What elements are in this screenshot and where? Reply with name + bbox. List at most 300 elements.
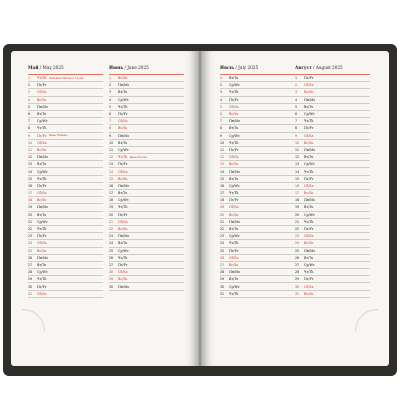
day-row bbox=[295, 248, 370, 255]
weekday-label: Вт/Tu bbox=[304, 205, 314, 210]
day-number: 14 bbox=[295, 169, 300, 174]
weekday-label: Вс/Su bbox=[229, 212, 239, 217]
day-number: 5 bbox=[220, 104, 223, 109]
day-number: 7 bbox=[109, 119, 112, 124]
day-number: 1 bbox=[28, 76, 31, 81]
weekday-label: Сб/Sa bbox=[229, 255, 239, 260]
day-row bbox=[109, 89, 184, 96]
day-row bbox=[295, 212, 370, 219]
weekday-label: Вс/Su bbox=[304, 241, 314, 246]
day-row bbox=[109, 111, 184, 118]
day-number: 21 bbox=[109, 219, 114, 224]
weekday-label: Пт/Fr bbox=[37, 284, 47, 289]
day-number: 15 bbox=[295, 176, 300, 181]
day-row bbox=[109, 118, 184, 125]
day-number: 29 bbox=[295, 277, 300, 282]
day-row bbox=[295, 140, 370, 147]
weekday-label: Пт/Fr bbox=[118, 262, 128, 267]
day-number: 22 bbox=[28, 227, 33, 232]
day-number: 3 bbox=[109, 90, 112, 95]
weekday-label: Вс/Su bbox=[229, 112, 239, 117]
day-row bbox=[220, 104, 295, 111]
weekday-label: Чт/Th bbox=[37, 176, 47, 181]
weekday-label: Ср/We bbox=[229, 83, 240, 88]
weekday-label: Чт/Th bbox=[229, 241, 239, 246]
weekday-label: Чт/Th bbox=[118, 255, 128, 260]
day-number: 10 bbox=[295, 140, 300, 145]
day-row bbox=[295, 233, 370, 240]
day-number: 11 bbox=[295, 147, 300, 152]
day-number: 11 bbox=[28, 147, 33, 152]
weekday-label: Пт/Fr bbox=[304, 126, 314, 131]
day-number: 3 bbox=[220, 90, 223, 95]
day-number: 1 bbox=[109, 76, 112, 81]
day-number: 26 bbox=[109, 255, 114, 260]
day-row bbox=[109, 219, 184, 226]
day-row bbox=[295, 104, 370, 111]
weekday-label: Сб/Sa bbox=[37, 140, 47, 145]
weekday-label: Вс/Su bbox=[37, 248, 47, 253]
weekday-label: Пн/Mo bbox=[229, 270, 241, 275]
day-number: 10 bbox=[28, 140, 33, 145]
day-row bbox=[220, 133, 295, 140]
weekday-label: Пн/Mo bbox=[304, 147, 316, 152]
day-number: 18 bbox=[28, 198, 33, 203]
day-number: 17 bbox=[109, 191, 114, 196]
weekday-label: Сб/Sa bbox=[304, 83, 314, 88]
day-number: 19 bbox=[295, 205, 300, 210]
day-row bbox=[220, 89, 295, 96]
weekday-label: Ср/We bbox=[37, 219, 48, 224]
month-july bbox=[220, 64, 295, 298]
day-number: 24 bbox=[295, 241, 300, 246]
weekday-label: Вт/Tu bbox=[37, 162, 47, 167]
month-august bbox=[295, 64, 370, 298]
day-number: 2 bbox=[109, 83, 112, 88]
page-corner-mark bbox=[22, 309, 45, 332]
day-row bbox=[295, 125, 370, 132]
day-number: 23 bbox=[295, 234, 300, 239]
holiday-note: Праздник Весны и Труда bbox=[49, 76, 84, 80]
day-row bbox=[28, 219, 103, 226]
weekday-label: Вт/Tu bbox=[118, 90, 128, 95]
weekday-label: Сб/Sa bbox=[229, 205, 239, 210]
day-number: 31 bbox=[220, 291, 225, 296]
day-list bbox=[109, 75, 184, 291]
day-row bbox=[295, 204, 370, 211]
day-row bbox=[220, 140, 295, 147]
day-row bbox=[28, 104, 103, 111]
day-number: 3 bbox=[28, 90, 31, 95]
day-row bbox=[295, 161, 370, 168]
day-row bbox=[295, 240, 370, 247]
weekday-label: Вт/Tu bbox=[118, 241, 128, 246]
day-row bbox=[28, 111, 103, 118]
weekday-label: Чт/Th bbox=[118, 104, 128, 109]
day-row bbox=[295, 168, 370, 175]
weekday-label: Пт/Fr bbox=[304, 227, 314, 232]
day-row bbox=[220, 190, 295, 197]
weekday-label: Вт/Tu bbox=[229, 76, 239, 81]
day-row bbox=[28, 269, 103, 276]
day-row bbox=[109, 75, 184, 82]
weekday-label: Вт/Tu bbox=[229, 277, 239, 282]
day-number: 19 bbox=[220, 205, 225, 210]
day-number: 26 bbox=[295, 255, 300, 260]
day-number: 2 bbox=[28, 83, 31, 88]
day-number: 28 bbox=[28, 270, 33, 275]
day-row bbox=[109, 212, 184, 219]
day-number: 12 bbox=[28, 155, 33, 160]
day-row bbox=[28, 161, 103, 168]
day-row bbox=[295, 118, 370, 125]
day-number: 28 bbox=[220, 270, 225, 275]
day-row bbox=[295, 89, 370, 96]
day-number: 31 bbox=[295, 291, 300, 296]
day-row bbox=[220, 212, 295, 219]
day-number: 31 bbox=[28, 291, 33, 296]
weekday-label: Вс/Su bbox=[304, 291, 314, 296]
weekday-label: Пт/Fr bbox=[229, 248, 239, 253]
weekday-label: Пт/Fr bbox=[37, 234, 47, 239]
weekday-label: Пн/Mo bbox=[118, 284, 130, 289]
weekday-label: Пн/Mo bbox=[37, 255, 49, 260]
day-number: 16 bbox=[220, 183, 225, 188]
day-number: 4 bbox=[295, 97, 298, 102]
day-number: 18 bbox=[109, 198, 114, 203]
day-number: 8 bbox=[220, 126, 223, 131]
day-row bbox=[109, 269, 184, 276]
weekday-label: Вт/Tu bbox=[118, 191, 128, 196]
weekday-label: Пн/Mo bbox=[229, 169, 241, 174]
day-row bbox=[28, 204, 103, 211]
day-number: 16 bbox=[295, 183, 300, 188]
day-row bbox=[28, 197, 103, 204]
day-number: 13 bbox=[220, 162, 225, 167]
weekday-label: Ср/We bbox=[118, 248, 129, 253]
day-number: 23 bbox=[109, 234, 114, 239]
weekday-label: Вт/Tu bbox=[229, 227, 239, 232]
day-number: 23 bbox=[28, 234, 33, 239]
day-row bbox=[28, 75, 103, 82]
day-row bbox=[295, 276, 370, 283]
day-number: 1 bbox=[220, 76, 223, 81]
month-header: Июнь / June 2025 bbox=[109, 64, 184, 75]
weekday-label: Вс/Su bbox=[37, 198, 47, 203]
weekday-label: Вс/Su bbox=[118, 76, 128, 81]
weekday-label: Ср/We bbox=[118, 147, 129, 152]
day-row bbox=[295, 133, 370, 140]
day-number: 28 bbox=[295, 270, 300, 275]
weekday-label: Вт/Tu bbox=[118, 140, 128, 145]
day-row bbox=[109, 283, 184, 290]
weekday-label: Пт/Fr bbox=[229, 147, 239, 152]
weekday-label: Пн/Mo bbox=[229, 219, 241, 224]
weekday-label: Вс/Su bbox=[37, 97, 47, 102]
weekday-label: Сб/Sa bbox=[118, 169, 128, 174]
weekday-label: Сб/Sa bbox=[37, 90, 47, 95]
day-number: 17 bbox=[28, 191, 33, 196]
day-number: 9 bbox=[220, 133, 223, 138]
day-list bbox=[220, 75, 295, 298]
day-row bbox=[109, 147, 184, 154]
weekday-label: Пн/Mo bbox=[37, 205, 49, 210]
day-number: 6 bbox=[220, 112, 223, 117]
day-row bbox=[28, 190, 103, 197]
day-number: 7 bbox=[28, 119, 31, 124]
weekday-label: Вт/Tu bbox=[37, 112, 47, 117]
day-number: 26 bbox=[28, 255, 33, 260]
day-number: 27 bbox=[28, 262, 33, 267]
day-row bbox=[220, 283, 295, 290]
day-number: 29 bbox=[220, 277, 225, 282]
day-row bbox=[220, 226, 295, 233]
weekday-label: Ср/We bbox=[37, 119, 48, 124]
day-row bbox=[28, 212, 103, 219]
month-june bbox=[109, 64, 184, 291]
day-row bbox=[28, 97, 103, 104]
day-row bbox=[28, 154, 103, 161]
weekday-label: Ср/We bbox=[304, 262, 315, 267]
weekday-label: Ср/We bbox=[304, 112, 315, 117]
day-row bbox=[220, 118, 295, 125]
weekday-label: Сб/Sa bbox=[118, 119, 128, 124]
day-number: 14 bbox=[28, 169, 33, 174]
weekday-label: Чт/Th bbox=[37, 277, 47, 282]
weekday-label: Чт/Th bbox=[304, 119, 314, 124]
day-number: 11 bbox=[220, 147, 225, 152]
day-number: 18 bbox=[220, 198, 225, 203]
day-row bbox=[109, 176, 184, 183]
weekday-label: Ср/We bbox=[229, 133, 240, 138]
weekday-label: Ср/We bbox=[118, 198, 129, 203]
weekday-label: Пн/Mo bbox=[304, 198, 316, 203]
right-page bbox=[203, 51, 389, 366]
day-row bbox=[109, 82, 184, 89]
weekday-label: Сб/Sa bbox=[304, 234, 314, 239]
day-row bbox=[220, 262, 295, 269]
day-row bbox=[109, 190, 184, 197]
day-number: 24 bbox=[109, 241, 114, 246]
day-row bbox=[295, 147, 370, 154]
weekday-label: Вс/Su bbox=[229, 262, 239, 267]
day-row bbox=[220, 161, 295, 168]
day-number: 13 bbox=[109, 162, 114, 167]
day-row bbox=[109, 197, 184, 204]
weekday-label: Пт/Fr bbox=[37, 133, 47, 138]
month-header: Май / May 2025 bbox=[28, 64, 103, 75]
day-list bbox=[28, 75, 103, 298]
month-may bbox=[28, 64, 103, 298]
day-number: 29 bbox=[28, 277, 33, 282]
day-row bbox=[220, 147, 295, 154]
weekday-label: Пт/Fr bbox=[118, 212, 128, 217]
weekday-label: Вт/Tu bbox=[304, 155, 314, 160]
day-number: 10 bbox=[109, 140, 114, 145]
day-number: 30 bbox=[109, 284, 114, 289]
day-row bbox=[295, 190, 370, 197]
weekday-label: Чт/Th bbox=[304, 219, 314, 224]
day-number: 8 bbox=[109, 126, 112, 131]
day-number: 5 bbox=[295, 104, 298, 109]
weekday-label: Чт/Th bbox=[229, 291, 239, 296]
weekday-label: Сб/Sa bbox=[229, 155, 239, 160]
weekday-label: Ср/We bbox=[118, 97, 129, 102]
day-row bbox=[220, 75, 295, 82]
day-number: 15 bbox=[220, 176, 225, 181]
day-number: 12 bbox=[109, 155, 114, 160]
day-number: 22 bbox=[295, 227, 300, 232]
day-row bbox=[28, 226, 103, 233]
weekday-label: Чт/Th bbox=[229, 90, 239, 95]
weekday-label: Ср/We bbox=[304, 162, 315, 167]
weekday-label: Пт/Fr bbox=[229, 198, 239, 203]
day-row bbox=[109, 255, 184, 262]
day-row bbox=[295, 283, 370, 290]
day-row bbox=[109, 133, 184, 140]
day-number: 9 bbox=[295, 133, 298, 138]
day-number: 15 bbox=[109, 176, 114, 181]
day-number: 1 bbox=[295, 76, 298, 81]
day-number: 29 bbox=[109, 277, 114, 282]
day-number: 24 bbox=[28, 241, 33, 246]
day-number: 20 bbox=[295, 212, 300, 217]
day-row bbox=[220, 197, 295, 204]
day-number: 4 bbox=[28, 97, 31, 102]
weekday-label: Пн/Mo bbox=[118, 183, 130, 188]
weekday-label: Чт/Th bbox=[118, 155, 128, 160]
weekday-label: Ср/We bbox=[37, 169, 48, 174]
day-number: 27 bbox=[109, 262, 114, 267]
weekday-label: Вс/Su bbox=[229, 162, 239, 167]
day-row bbox=[28, 240, 103, 247]
day-row bbox=[295, 219, 370, 226]
day-number: 20 bbox=[109, 212, 114, 217]
day-row bbox=[28, 118, 103, 125]
day-number: 7 bbox=[220, 119, 223, 124]
weekday-label: Сб/Sa bbox=[229, 104, 239, 109]
weekday-label: Чт/Th bbox=[37, 227, 47, 232]
day-number: 11 bbox=[109, 147, 114, 152]
day-row bbox=[109, 161, 184, 168]
day-row bbox=[220, 219, 295, 226]
weekday-label: Чт/Th bbox=[304, 270, 314, 275]
day-row bbox=[220, 154, 295, 161]
day-row bbox=[220, 82, 295, 89]
day-row bbox=[28, 183, 103, 190]
weekday-label: Чт/Th bbox=[304, 169, 314, 174]
weekday-label: Чт/Th bbox=[118, 205, 128, 210]
weekday-label: Вс/Su bbox=[118, 227, 128, 232]
day-row bbox=[28, 82, 103, 89]
day-row bbox=[220, 255, 295, 262]
day-row bbox=[109, 248, 184, 255]
day-list bbox=[295, 75, 370, 298]
day-row bbox=[28, 168, 103, 175]
weekday-label: Пт/Fr bbox=[304, 76, 314, 81]
weekday-label: Пн/Mo bbox=[118, 83, 130, 88]
weekday-label: Вт/Tu bbox=[304, 255, 314, 260]
day-number: 19 bbox=[28, 205, 33, 210]
day-row bbox=[220, 204, 295, 211]
day-row bbox=[28, 276, 103, 283]
day-number: 18 bbox=[295, 198, 300, 203]
holiday-note: День Победы bbox=[49, 134, 68, 138]
day-row bbox=[109, 240, 184, 247]
day-row bbox=[109, 262, 184, 269]
day-row bbox=[295, 111, 370, 118]
day-row bbox=[109, 233, 184, 240]
day-row bbox=[295, 291, 370, 298]
weekday-label: Пт/Fr bbox=[229, 97, 239, 102]
weekday-label: Ср/We bbox=[304, 212, 315, 217]
day-number: 2 bbox=[220, 83, 223, 88]
day-row bbox=[109, 276, 184, 283]
weekday-label: Пн/Mo bbox=[37, 104, 49, 109]
day-row bbox=[109, 104, 184, 111]
day-number: 7 bbox=[295, 119, 298, 124]
day-row bbox=[295, 197, 370, 204]
page-corner-mark bbox=[355, 309, 378, 332]
weekday-label: Вс/Su bbox=[118, 277, 128, 282]
day-number: 4 bbox=[220, 97, 223, 102]
day-row bbox=[220, 176, 295, 183]
day-number: 5 bbox=[28, 104, 31, 109]
weekday-label: Пн/Mo bbox=[304, 97, 316, 102]
day-number: 5 bbox=[109, 104, 112, 109]
weekday-label: Чт/Th bbox=[37, 126, 47, 131]
weekday-label: Пт/Fr bbox=[118, 162, 128, 167]
weekday-label: Пт/Fr bbox=[37, 183, 47, 188]
weekday-label: Сб/Sa bbox=[304, 133, 314, 138]
day-row bbox=[220, 291, 295, 298]
day-number: 9 bbox=[109, 133, 112, 138]
weekday-label: Пт/Fr bbox=[37, 83, 47, 88]
day-row bbox=[28, 140, 103, 147]
weekday-label: Пн/Mo bbox=[118, 133, 130, 138]
weekday-label: Вт/Tu bbox=[37, 262, 47, 267]
weekday-label: Вт/Tu bbox=[229, 126, 239, 131]
day-number: 22 bbox=[220, 227, 225, 232]
weekday-label: Вс/Su bbox=[304, 90, 314, 95]
day-row bbox=[295, 154, 370, 161]
day-number: 25 bbox=[109, 248, 114, 253]
weekday-label: Ср/We bbox=[229, 234, 240, 239]
weekday-label: Пн/Mo bbox=[229, 119, 241, 124]
day-row bbox=[28, 125, 103, 132]
day-number: 20 bbox=[220, 212, 225, 217]
day-row bbox=[220, 248, 295, 255]
day-row bbox=[220, 111, 295, 118]
day-number: 9 bbox=[28, 133, 31, 138]
weekday-label: Пн/Mo bbox=[304, 248, 316, 253]
day-row bbox=[220, 276, 295, 283]
day-number: 16 bbox=[28, 183, 33, 188]
day-row bbox=[220, 97, 295, 104]
day-row bbox=[109, 183, 184, 190]
day-row bbox=[28, 291, 103, 298]
weekday-label: Ср/We bbox=[229, 183, 240, 188]
weekday-label: Пт/Fr bbox=[118, 112, 128, 117]
day-number: 12 bbox=[220, 155, 225, 160]
day-row bbox=[295, 255, 370, 262]
day-row bbox=[28, 89, 103, 96]
day-row bbox=[28, 283, 103, 290]
day-number: 8 bbox=[295, 126, 298, 131]
day-number: 16 bbox=[109, 183, 114, 188]
day-number: 21 bbox=[220, 219, 225, 224]
weekday-label: Чт/Th bbox=[229, 191, 239, 196]
